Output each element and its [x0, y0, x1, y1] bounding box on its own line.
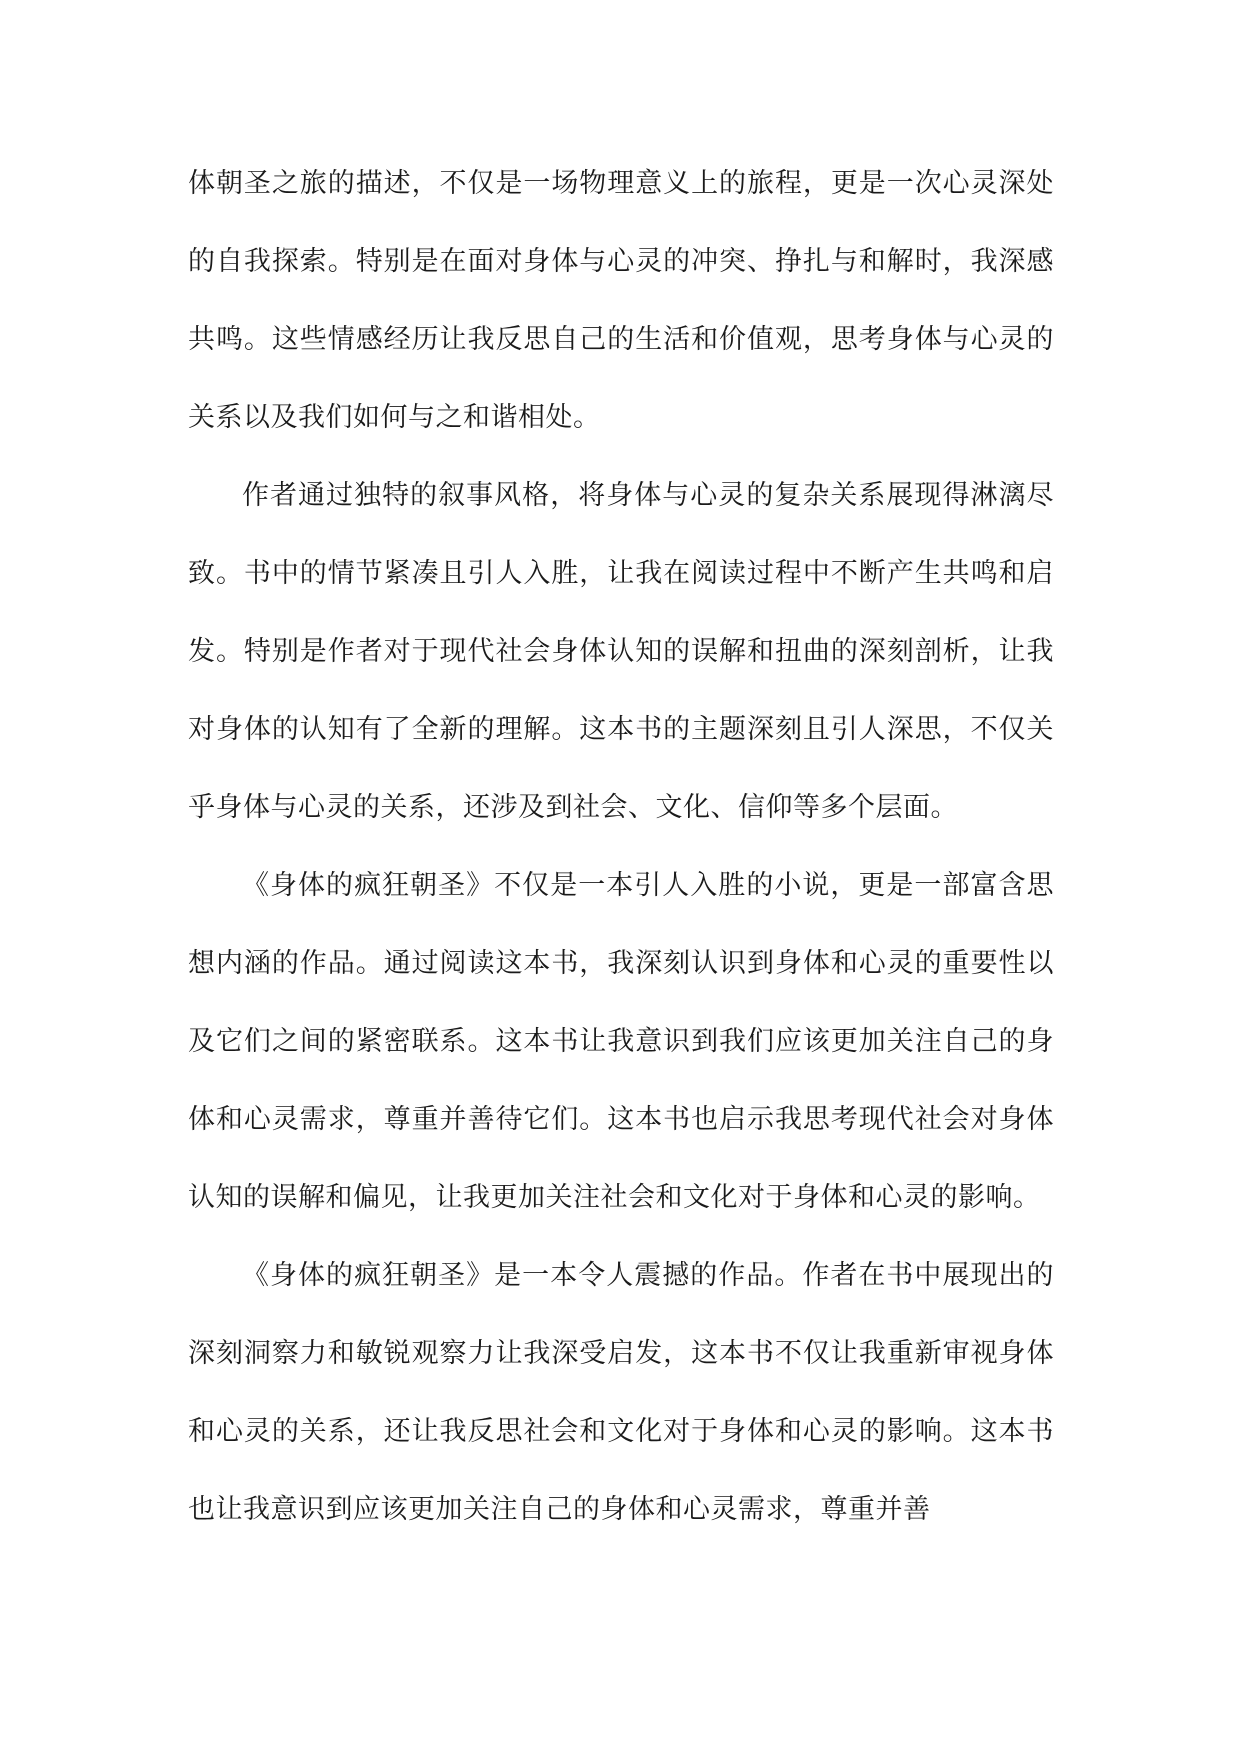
document-body	[188, 145, 1054, 1549]
paragraph-book-meaning: 《身体的疯狂朝圣》不仅是一本引人入胜的小说，更是一部富含思想内涵的作品。通过阅读这本书，我深刻认识到身体和心灵的重要性以及它们之间的紧密联系。这本书让我意识到我们应该更加关注自己的身体和心灵需求，尊重并善待它们。这本书也启示我思考现代社会对身体认知的误解和偏见，让我更加关注社会和文化对于身体和心灵的影响。	[188, 870, 1054, 1213]
paragraph-conclusion: 《身体的疯狂朝圣》是一本令人震撼的作品。作者在书中展现出的深刻洞察力和敏锐观察力让我深受启发，这本书不仅让我重新审视身体和心灵的关系，还让我反思社会和文化对于身体和心灵的影响。这本书也让我意识到应该更加关注自己的身体和心灵需求，尊重并善	[188, 1260, 1054, 1525]
paragraph-continuation: 体朝圣之旅的描述，不仅是一场物理意义上的旅程，更是一次心灵深处的自我探索。特别是在面对身体与心灵的冲突、挣扎与和解时，我深感共鸣。这些情感经历让我反思自己的生活和价值观，思考身体与心灵的关系以及我们如何与之和谐相处。	[188, 168, 1054, 433]
paragraph-narrative-style: 作者通过独特的叙事风格，将身体与心灵的复杂关系展现得淋漓尽致。书中的情节紧凑且引人入胜，让我在阅读过程中不断产生共鸣和启发。特别是作者对于现代社会身体认知的误解和扭曲的深刻剖析，让我对身体的认知有了全新的理解。这本书的主题深刻且引人深思，不仅关乎身体与心灵的关系，还涉及到社会、文化、信仰等多个层面。	[188, 480, 1054, 823]
